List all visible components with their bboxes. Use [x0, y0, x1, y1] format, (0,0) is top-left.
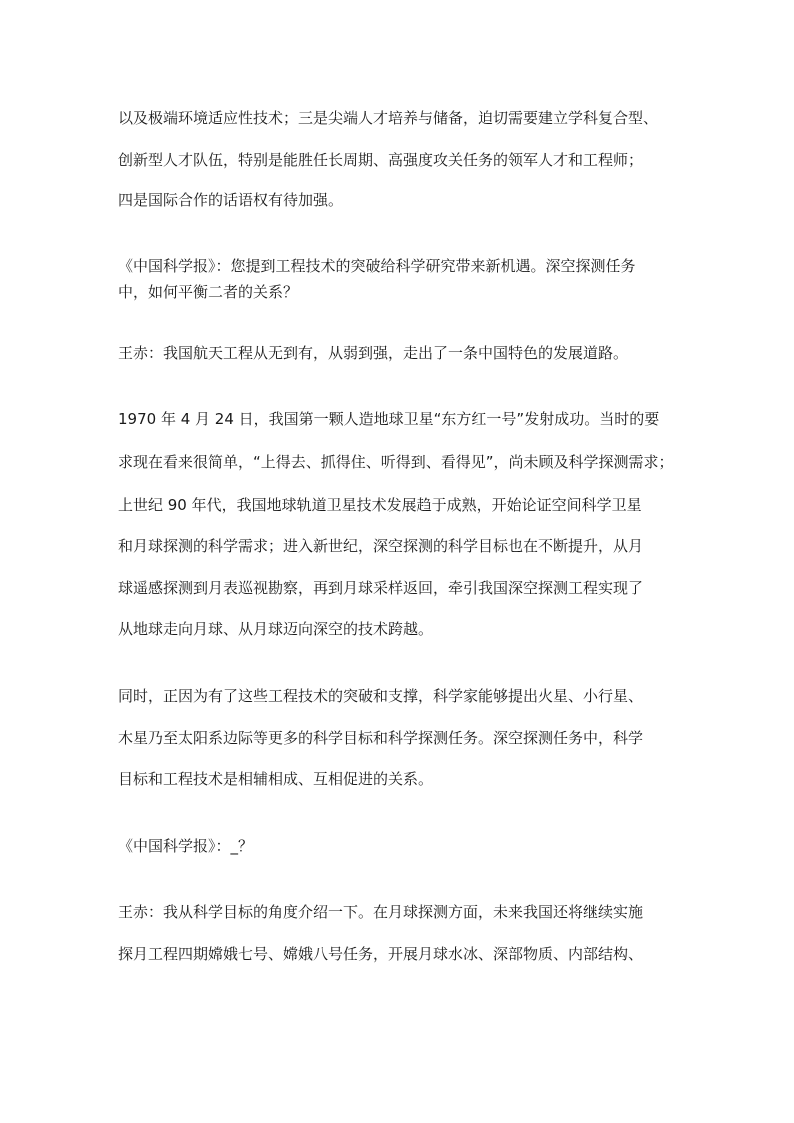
- interviewer-question-line: 《中国科学报》：_？: [118, 837, 254, 855]
- paragraph-line: 目标和工程技术是相辅相成、互相促进的关系。: [118, 770, 434, 788]
- paragraph-line: 和月球探测的科学需求；进入新世纪，深空探测的科学目标也在不断提升，从月: [118, 537, 644, 555]
- paragraph-line: 同时，正因为有了这些工程技术的突破和支撑，科学家能够提出火星、小行星、: [118, 687, 644, 705]
- answer-line: 王赤：我国航天工程从无到有，从弱到强，走出了一条中国特色的发展道路。: [118, 344, 629, 362]
- interviewer-question-line: 中，如何平衡二者的关系？: [118, 283, 299, 301]
- paragraph-line: 从地球走向月球、从月球迈向深空的技术跨越。: [118, 620, 434, 638]
- paragraph-line: 球遥感探测到月表巡视勘察，再到月球采样返回，牵引我国深空探测工程实现了: [118, 579, 644, 597]
- paragraph-line: 1970 年 4 月 24 日，我国第一颗人造地球卫星“东方红一号”发射成功。当时的要: [118, 410, 660, 428]
- answer-line: 探月工程四期嫦娥七号、嫦娥八号任务，开展月球水冰、深部物质、内部结构、: [118, 945, 644, 963]
- paragraph-line: 创新型人才队伍，特别是能胜任长周期、高强度攻关任务的领军人才和工程师；: [118, 151, 644, 169]
- answer-line: 王赤：我从科学目标的角度介绍一下。在月球探测方面，未来我国还将继续实施: [118, 903, 644, 921]
- paragraph-line: 上世纪 90 年代，我国地球轨道卫星技术发展趋于成熟，开始论证空间科学卫星: [118, 496, 642, 514]
- paragraph-line: 四是国际合作的话语权有待加强。: [118, 191, 344, 209]
- paragraph-line: 以及极端环境适应性技术；三是尖端人才培养与储备，迫切需要建立学科复合型、: [118, 109, 659, 127]
- paragraph-line: 求现在看来很简单，“上得去、抓得住、听得到、看得见”，尚未顾及科学探测需求；: [118, 453, 674, 471]
- interviewer-question-line: 《中国科学报》：您提到工程技术的突破给科学研究带来新机遇。深空探测任务: [118, 257, 636, 275]
- paragraph-line: 木星乃至太阳系边际等更多的科学目标和科学探测任务。深空探测任务中，科学: [118, 729, 644, 747]
